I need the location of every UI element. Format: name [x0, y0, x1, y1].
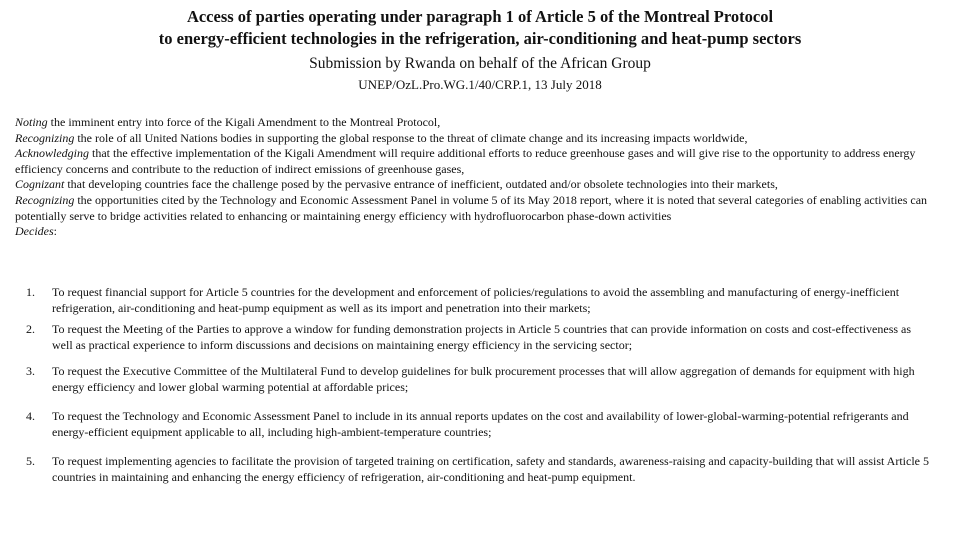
decision-item	[22, 408, 932, 440]
decision-text: To request the Executive Committee of the Multilateral Fund to develop guidelines for bulk procurement processes that will allow aggregation of demands for equipment with high energy efficiency and lower global warming potential at affordable prices;	[52, 364, 915, 394]
preamble-text: that the effective implementation of the Kigali Amendment will require additional efforts to reduce greenhouse gases and will give rise to the opportunity to address energy efficiency concerns and contribute to the reduction of indirect emissions of greenhouse gases,	[15, 146, 916, 176]
preamble-paragraph	[15, 131, 955, 147]
preamble-text: :	[53, 224, 57, 239]
preamble-lead: Cognizant	[15, 177, 65, 192]
preamble-paragraph	[15, 224, 955, 240]
decision-item	[22, 284, 932, 316]
preamble-text: the opportunities cited by the Technology and Economic Assessment Panel in volume 5 of its May 2018 report, where it is noted that several categories of enabling activities can potentially serve to bridge activities related to enhancing or maintaining energy efficiency with hydrofluorocarbon phase-down activities	[15, 192, 928, 223]
decision-number: 1.	[26, 285, 35, 299]
preamble-lead: Recognizing	[15, 130, 75, 145]
decision-number: 5.	[26, 454, 35, 468]
preamble-paragraph	[15, 146, 955, 177]
preamble	[15, 115, 955, 240]
title-line-2: to energy-efficient technologies in the refrigeration, air-conditioning and heat-pump sectors	[158, 29, 802, 48]
document-reference: UNEP/OzL.Pro.WG.1/40/CRP.1, 13 July 2018	[358, 77, 602, 92]
preamble-lead: Noting	[15, 115, 48, 129]
decision-number: 3.	[26, 364, 35, 378]
decision-item	[22, 363, 932, 395]
preamble-paragraph	[15, 115, 955, 131]
preamble-paragraph	[15, 193, 955, 224]
decision-number: 2.	[26, 322, 35, 336]
preamble-lead: Recognizing	[15, 192, 75, 207]
preamble-text: the imminent entry into force of the Kigali Amendment to the Montreal Protocol,	[47, 115, 441, 129]
decision-text: To request the Technology and Economic Assessment Panel to include in its annual reports updates on the cost and availability of lower-global-warming-potential refrigerants and energy-efficient equipment applicable to all, including high-ambient-temperature countries;	[52, 409, 909, 439]
preamble-lead: Acknowledging	[15, 146, 89, 161]
submission-subtitle: Submission by Rwanda on behalf of the African Group	[309, 55, 651, 72]
decision-list	[22, 284, 932, 485]
preamble-text: that developing countries face the challenge posed by the pervasive entrance of inefficient, outdated and/or obsolete technologies into their markets,	[64, 177, 778, 192]
decision-text: To request financial support for Article 5 countries for the development and enforcement of policies/regulations to avoid the assembling and manufacturing of energy-inefficient refrigeration, air-conditioning and heat-pump equipment as well as its import and penetration into their markets;	[52, 285, 900, 315]
decision-item	[22, 321, 932, 353]
preamble-paragraph	[15, 177, 955, 193]
preamble-text: the role of all United Nations bodies in supporting the global response to the threat of climate change and its increasing impacts worldwide,	[74, 130, 748, 145]
title-line-1: Access of parties operating under paragraph 1 of Article 5 of the Montreal Protocol	[186, 7, 774, 26]
decision-item	[22, 453, 932, 485]
decision-text: To request the Meeting of the Parties to approve a window for funding demonstration projects in Article 5 countries that can provide information on costs and cost-effectiveness as well as practical experience to inform discussions and decisions on maintaining energy efficiency in the servicing sector;	[52, 322, 912, 352]
preamble-lead: Decides	[15, 224, 54, 239]
decision-number: 4.	[26, 409, 35, 423]
slide-title	[20, 6, 940, 50]
decision-text: To request implementing agencies to facilitate the provision of targeted training on certification, safety and standards, awareness-raising and capacity-building that will assist Article 5 countries in maintaining and enhancing the energy efficiency of refrigeration, air-conditioning and heat-pump equipment.	[52, 454, 930, 484]
